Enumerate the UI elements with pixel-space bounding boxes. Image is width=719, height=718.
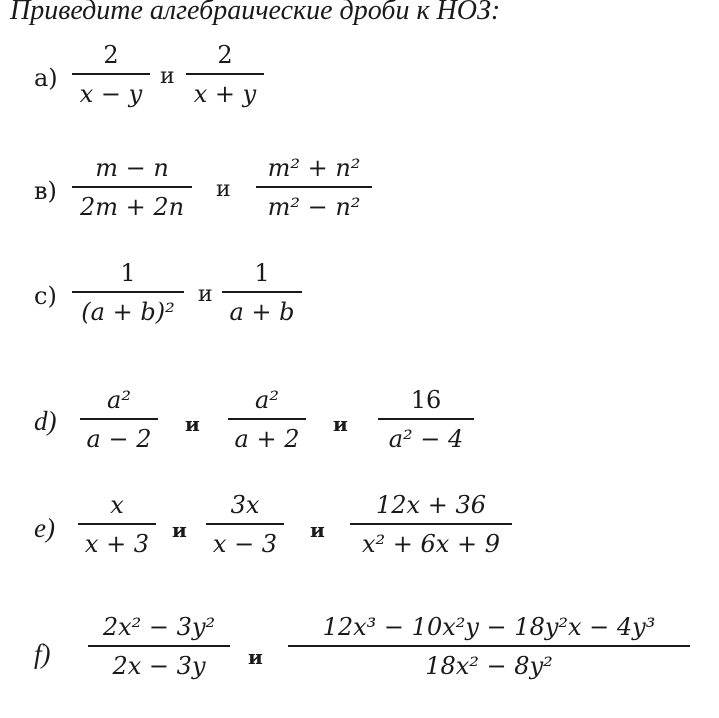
- fraction: [228, 385, 306, 454]
- denominator: m² − n²: [267, 193, 361, 221]
- conjunction: и: [310, 518, 325, 542]
- fraction: [222, 258, 302, 327]
- denominator: a + 2: [234, 425, 300, 453]
- conjunction: и: [216, 177, 231, 202]
- denominator: (a + b)²: [81, 298, 175, 326]
- fraction: [72, 258, 184, 327]
- fraction: [72, 153, 192, 222]
- numerator: 2x² − 3y²: [102, 613, 216, 641]
- denominator: x² + 6x + 9: [362, 530, 500, 558]
- problem-label: f): [34, 639, 51, 669]
- fraction: [350, 490, 512, 559]
- denominator: x + 3: [84, 530, 150, 558]
- numerator: a²: [255, 386, 279, 414]
- denominator: 2x − 3y: [112, 652, 206, 680]
- denominator: a² − 4: [388, 425, 464, 453]
- fraction: [378, 385, 474, 454]
- numerator: 12x + 36: [376, 491, 486, 519]
- fraction: [206, 490, 284, 559]
- numerator: 1: [254, 259, 270, 287]
- denominator: a + b: [229, 298, 295, 326]
- numerator: 12x³ − 10x²y − 18y²x − 4y³: [322, 613, 656, 641]
- conjunction: и: [172, 518, 187, 542]
- numerator: 2: [103, 41, 119, 69]
- numerator: a²: [107, 386, 131, 414]
- denominator: 2m + 2n: [79, 193, 185, 221]
- denominator: 18x² − 8y²: [425, 652, 553, 680]
- problem-label: в): [34, 177, 57, 205]
- conjunction: и: [185, 412, 200, 436]
- denominator: x − 3: [212, 530, 278, 558]
- page-title: Приведите алгебраические дроби к НОЗ:: [10, 0, 501, 26]
- fraction: [88, 612, 230, 681]
- numerator: 16: [410, 386, 442, 414]
- problem-label: e): [34, 513, 55, 543]
- conjunction: и: [198, 282, 213, 307]
- numerator: x: [110, 491, 124, 519]
- fraction: [186, 40, 264, 109]
- fraction: [78, 490, 156, 559]
- problem-label: a): [34, 64, 58, 92]
- numerator: 1: [120, 259, 136, 287]
- numerator: m² + n²: [267, 154, 361, 182]
- fraction: [288, 612, 690, 681]
- numerator: 2: [217, 41, 233, 69]
- denominator: x − y: [79, 80, 143, 108]
- denominator: a − 2: [86, 425, 152, 453]
- problem-label: d): [34, 406, 57, 436]
- problem-label: c): [34, 282, 57, 310]
- denominator: x + y: [193, 80, 257, 108]
- conjunction: и: [248, 645, 263, 669]
- conjunction: и: [333, 412, 348, 436]
- numerator: 3x: [230, 491, 260, 519]
- fraction: [256, 153, 372, 222]
- fraction: [72, 40, 150, 109]
- numerator: m − n: [95, 154, 169, 182]
- fraction: [80, 385, 158, 454]
- conjunction: и: [160, 64, 175, 89]
